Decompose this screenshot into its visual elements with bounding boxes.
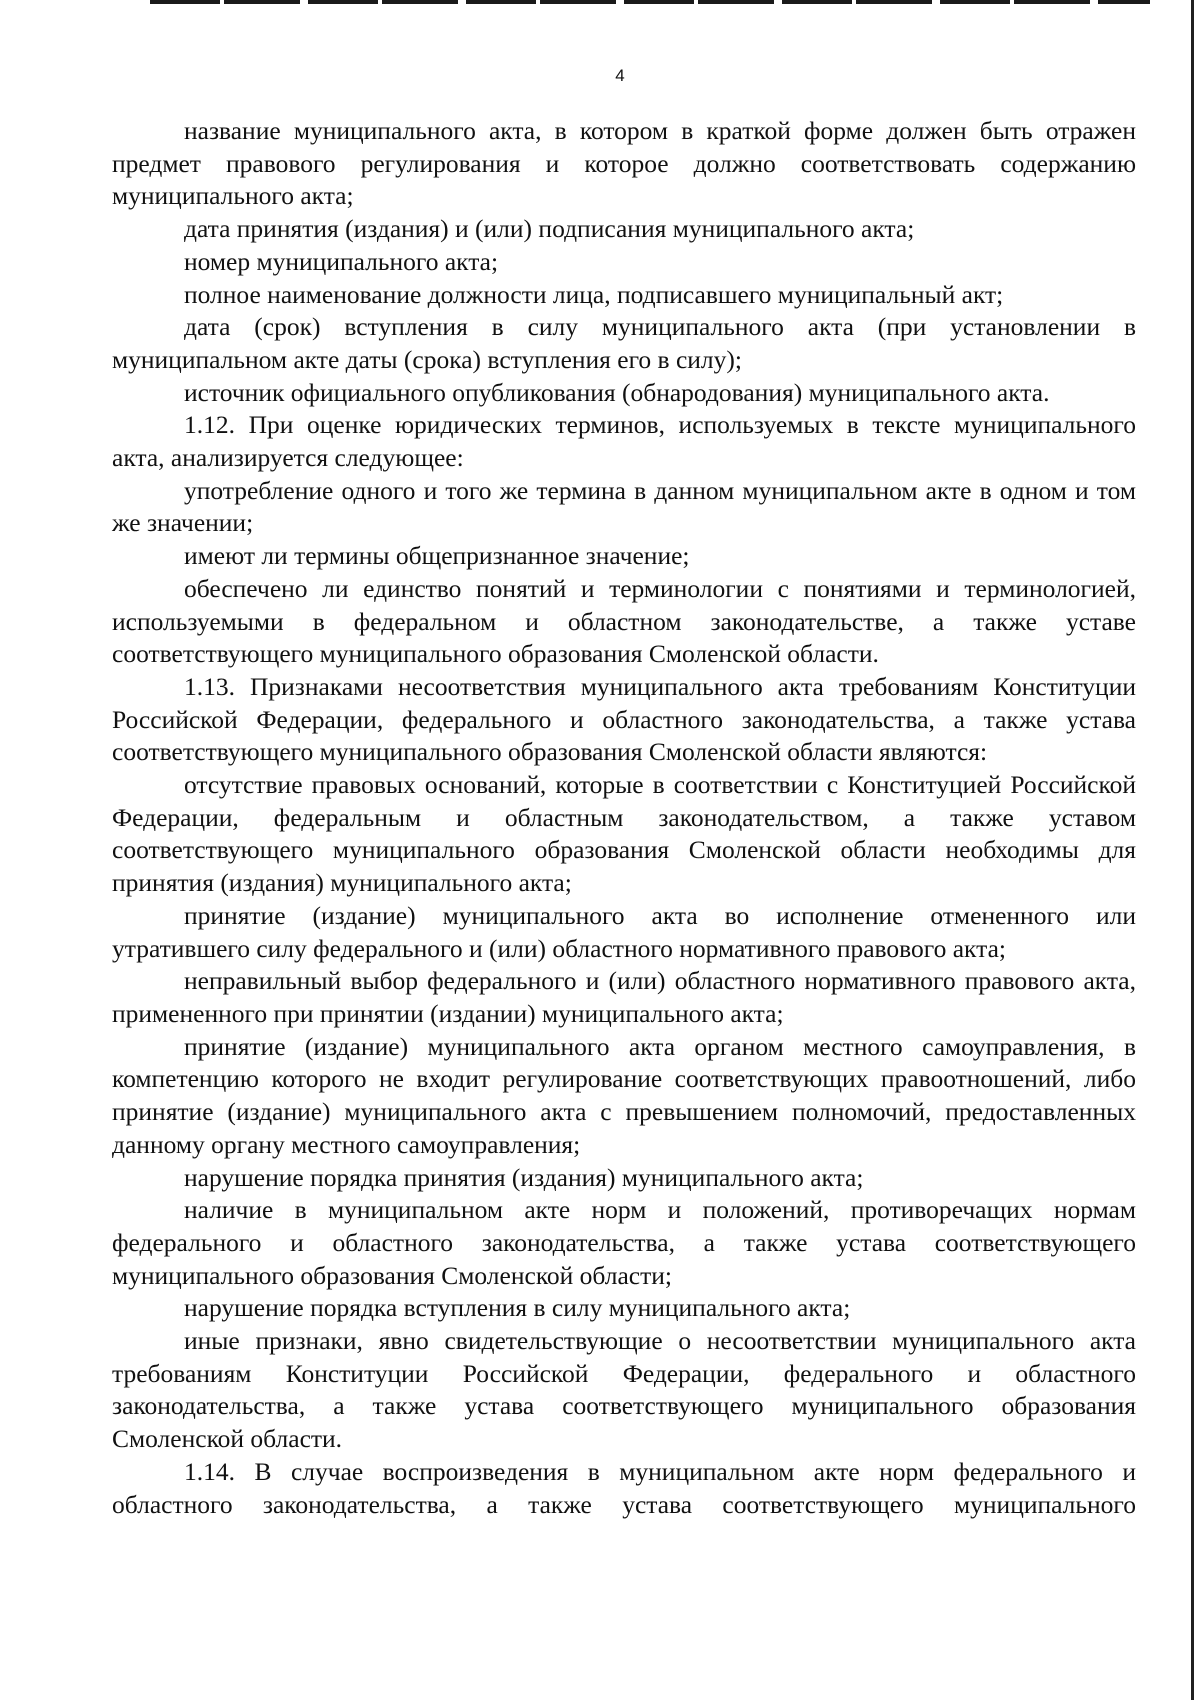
paragraph-entry-procedure: нарушение порядка вступления в силу муниципального акта; <box>184 1293 851 1323</box>
paragraph-1-13: 1.13. Признаками несоответствия муниципального акта требованиям Конституции Российской Федерации, федерального и областного законодательства, а также устава соответствующего муниципального образования Смоленской области являются: <box>112 671 1136 767</box>
paragraph-term-meaning: имеют ли термины общепризнанное значение; <box>184 541 690 571</box>
paragraph-term-usage: употребление одного и того же термина в данном муниципальном акте в одном и том же значении; <box>112 475 1136 538</box>
scan-top-edge <box>150 0 1150 4</box>
paragraph-1-12: 1.12. При оценке юридических терминов, используемых в тексте муниципального акта, анализируется следующее: <box>112 410 1136 473</box>
paragraph-wrong-act-choice: неправильный выбор федерального и (или) областного нормативного правового акта, примененного при принятии (издании) муниципального акта; <box>112 966 1136 1028</box>
paragraph-act-title: название муниципального акта, в котором в краткой форме должен быть отражен предмет правового регулирования и которое должно соответствовать содержанию муниципального акта; <box>112 116 1136 211</box>
paragraph-publication-source: источник официального опубликования (обнародования) муниципального акта. <box>184 377 1050 407</box>
paragraph-adoption-procedure: нарушение порядка принятия (издания) муниципального акта; <box>184 1162 864 1192</box>
paragraph-term-unity: обеспечено ли единство понятий и терминологии с понятиями и терминологией, используемыми в федеральном и областном законодательстве, а также уставе соответствующего муниципального образования Смоленской области. <box>112 573 1136 669</box>
scan-right-edge <box>1191 0 1194 1700</box>
paragraph-other-signs: иные признаки, явно свидетельствующие о несоответствии муниципального акта требованиям Конституции Российской Федерации, федерального и областного законодательства, а также устава соответствующего муниципального образования Смоленской области. <box>112 1326 1136 1454</box>
document-body <box>112 115 1136 1521</box>
paragraph-signatory-position: полное наименование должности лица, подписавшего муниципальный акт; <box>184 279 1004 309</box>
paragraph-contradicting-norms: наличие в муниципальном акте норм и положений, противоречащих нормам федерального и областного законодательства, а также устава соответствующего муниципального образования Смоленской области; <box>112 1195 1136 1290</box>
page-number: 4 <box>615 66 625 85</box>
paragraph-repealed-act: принятие (издание) муниципального акта во исполнение отмененного или утратившего силу федерального и (или) областного нормативного правового акта; <box>112 900 1136 963</box>
paragraph-entry-into-force: дата (срок) вступления в силу муниципального акта (при установлении в муниципальном акте даты (срока) вступления его в силу); <box>112 312 1136 374</box>
paragraph-act-number: номер муниципального акта; <box>184 246 499 276</box>
paragraph-no-legal-grounds: отсутствие правовых оснований, которые в соответствии с Конституцией Российской Федерации, федеральным и областным законодательством, а также уставом соответствующего муниципального образования Смоленской области необходимы для принятия (издания) муниципального акта; <box>112 770 1136 898</box>
paragraph-1-14: 1.14. В случае воспроизведения в муниципальном акте норм федерального и областного законодательства, а также устава соответствующего муниципального <box>112 1456 1136 1519</box>
paragraph-adoption-date: дата принятия (издания) и (или) подписания муниципального акта; <box>184 214 915 244</box>
paragraph-competence-excess: принятие (издание) муниципального акта органом местного самоуправления, в компетенцию которого не входит регулирование соответствующих правоотношений, либо принятие (издание) муниципального акта с превышением полномочий, предоставленных данному органу местного самоуправления; <box>112 1031 1136 1159</box>
